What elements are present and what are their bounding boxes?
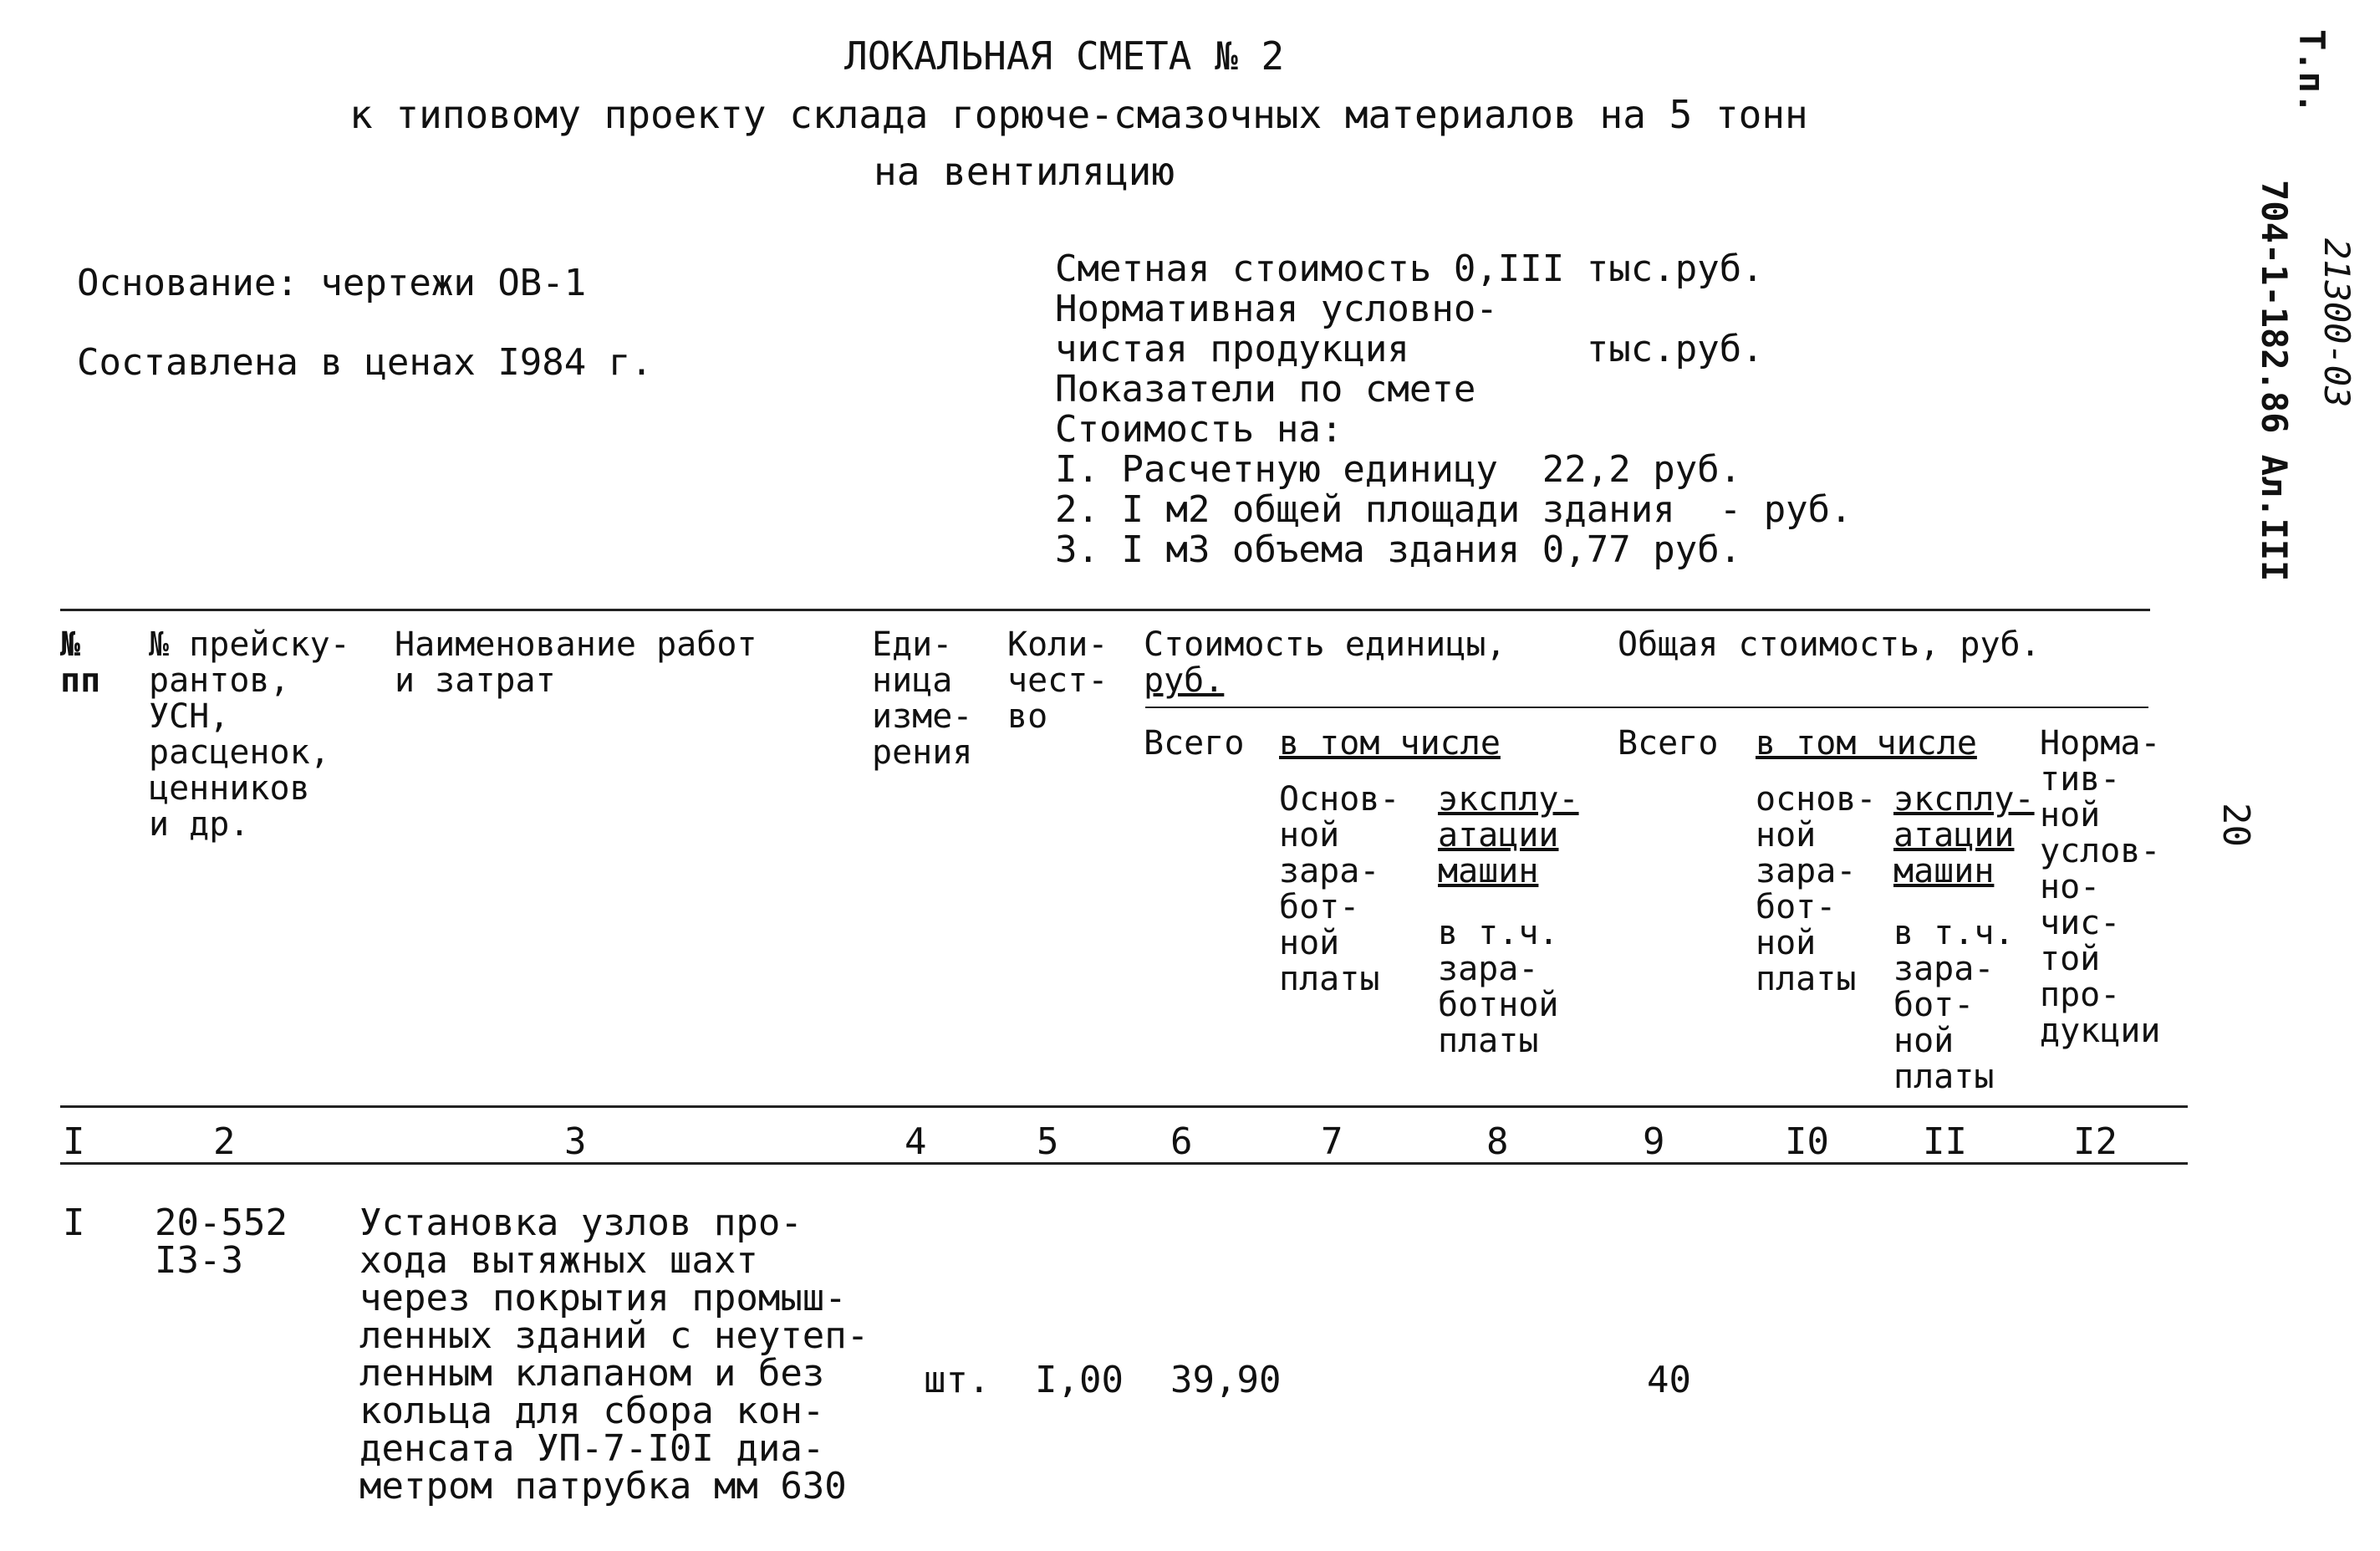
- column-number: 4: [905, 1120, 927, 1163]
- indicator-line: чистая продукция тыс.руб.: [1055, 328, 1764, 370]
- header-total-base-salary: основ- ной зара- бот- ной платы: [1756, 780, 1877, 998]
- prices-text: Составлена в ценах I984 г.: [77, 341, 653, 384]
- row-price-code: 20-552 I3-3: [155, 1202, 288, 1282]
- table-subheader-rule: [1145, 707, 2148, 708]
- side-stamp-project: 704-1-182.86 Ал.III: [2254, 180, 2295, 582]
- indicator-line: Показатели по смете: [1055, 368, 1476, 411]
- column-number: I2: [2073, 1120, 2118, 1163]
- column-number: 7: [1321, 1120, 1343, 1163]
- side-stamp-tp: Т.п.: [2291, 29, 2332, 115]
- column-number: 3: [564, 1120, 587, 1163]
- column-number: 5: [1037, 1120, 1059, 1163]
- indicator-line: 3. I м3 объема здания 0,77 руб.: [1055, 528, 1742, 571]
- column-number: 2: [213, 1120, 236, 1163]
- header-unit-machine-salary: в т.ч. зара- ботной платы: [1438, 914, 1559, 1060]
- header-total-machine-operation: эксплу- атации машин: [1893, 780, 2035, 890]
- row-quantity: I,00: [1035, 1359, 1124, 1401]
- header-unit-cost-rub: руб.: [1144, 661, 1225, 700]
- header-unit-including: в том числе: [1279, 724, 1501, 763]
- header-price-list: № прейску- рантов, УСН, расценок, ценников и др.: [149, 625, 350, 844]
- column-numbers-rule: [60, 1162, 2188, 1165]
- header-unit-total: Всего: [1144, 724, 1245, 763]
- header-quantity: Коли- чест- во: [1007, 625, 1108, 736]
- column-number: 8: [1486, 1120, 1509, 1163]
- header-total-including: в том числе: [1756, 724, 1977, 763]
- header-unit-base-salary: Основ- ной зара- бот- ной платы: [1279, 780, 1400, 998]
- indicator-line: 2. I м2 общей площади здания - руб.: [1055, 488, 1853, 531]
- column-number: II: [1923, 1120, 1967, 1163]
- header-work-name: Наименование работ и затрат: [395, 625, 757, 700]
- column-number: I: [63, 1120, 85, 1163]
- estimate-subtitle: к типовому проекту склада горюче-смазочных материалов на 5 тонн: [349, 92, 1808, 137]
- estimate-indicators: [1055, 249, 1853, 570]
- side-stamp-code: 21300-03: [2316, 238, 2357, 408]
- header-normative-product: Норма- тив- ной услов- но- чис- той про- дукции: [2040, 724, 2161, 1050]
- row-unit-total: 39,90: [1170, 1359, 1282, 1401]
- basis-text: Основание: чертежи ОВ-1: [77, 262, 587, 304]
- header-unit-cost: Стоимость единицы,: [1144, 625, 1506, 664]
- page-number: 20: [2214, 803, 2257, 847]
- column-number: I0: [1785, 1120, 1829, 1163]
- table-top-rule: [60, 609, 2150, 611]
- column-number: 6: [1170, 1120, 1193, 1163]
- table-header-bottom-rule: [60, 1105, 2188, 1108]
- indicator-line: Нормативная условно-: [1055, 288, 1498, 330]
- row-unit: шт.: [924, 1359, 991, 1401]
- indicator-line: Стоимость на:: [1055, 408, 1343, 451]
- header-row-number: № пп: [60, 625, 101, 700]
- row-work-name: Установка узлов про- хода вытяжных шахт через покрытия промыш- ленных зданий с неутеп- ленным клапаном и без кольца для сбора кон- денсата УП-7-I0I диа- метром патрубка мм 630: [359, 1202, 869, 1508]
- header-unit: Еди- ница изме- рения: [872, 625, 973, 772]
- header-total-cost: Общая стоимость, руб.: [1618, 625, 2041, 664]
- header-total-all: Всего: [1618, 724, 1719, 763]
- estimate-subject: на вентиляцию: [874, 149, 1175, 194]
- column-number: 9: [1643, 1120, 1665, 1163]
- indicator-line: Сметная стоимость 0,III тыс.руб.: [1055, 247, 1764, 290]
- indicator-line: I. Расчетную единицу 22,2 руб.: [1055, 448, 1742, 491]
- estimate-title: ЛОКАЛЬНАЯ СМЕТА № 2: [844, 33, 1285, 79]
- header-total-machine-salary: в т.ч. зара- бот- ной платы: [1893, 914, 2015, 1096]
- row-total: 40: [1647, 1359, 1691, 1401]
- header-unit-machine-operation: эксплу- атации машин: [1438, 780, 1579, 890]
- row-number: I: [63, 1202, 85, 1244]
